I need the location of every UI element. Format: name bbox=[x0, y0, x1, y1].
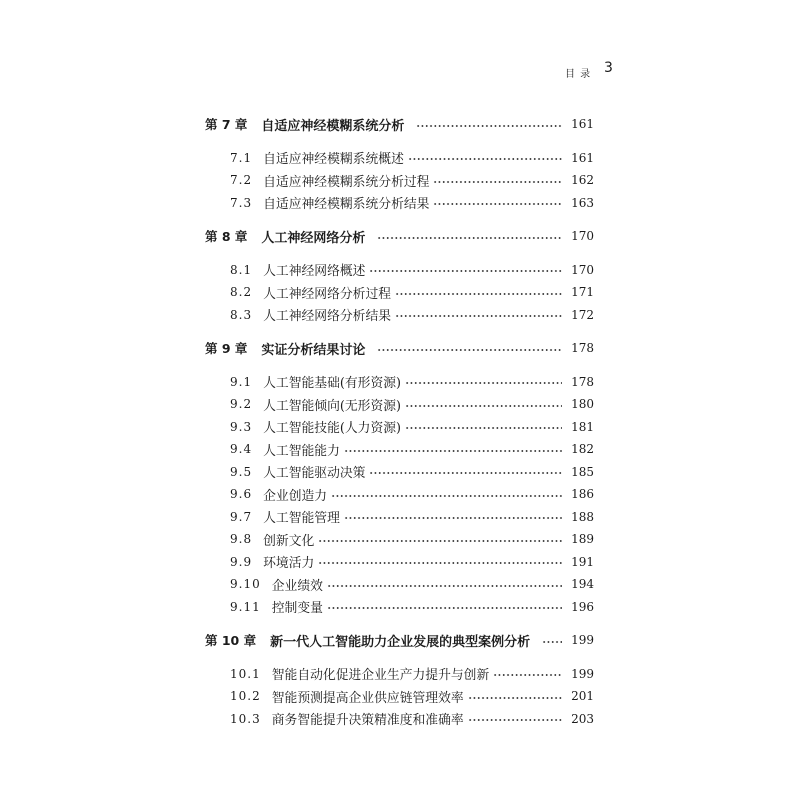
toc-section-entry bbox=[205, 304, 594, 327]
section-number: 9.4 bbox=[230, 442, 253, 457]
section-number: 9.1 bbox=[230, 374, 253, 389]
toc-section-entry bbox=[205, 147, 594, 170]
section-title: 创新文化 bbox=[263, 533, 315, 549]
dot-leader bbox=[318, 528, 562, 551]
chapter-label: 第 9 章 bbox=[205, 341, 248, 357]
dot-leader bbox=[318, 551, 562, 574]
dot-leader bbox=[408, 147, 562, 170]
section-title: 环境活力 bbox=[263, 556, 315, 572]
toc-section-entry bbox=[205, 528, 594, 551]
section-number: 9.11 bbox=[230, 599, 261, 614]
section-title: 智能预测提高企业供应链管理效率 bbox=[271, 690, 464, 706]
section-title: 企业绩效 bbox=[271, 578, 323, 594]
page-number: 186 bbox=[571, 487, 594, 502]
page-number: 180 bbox=[571, 397, 594, 412]
dot-leader bbox=[405, 393, 562, 416]
section-title: 自适应神经模糊系统分析过程 bbox=[263, 174, 430, 190]
section-title: 人工智能基础(有形资源) bbox=[263, 376, 402, 392]
dot-leader bbox=[405, 371, 562, 394]
dot-leader bbox=[344, 506, 562, 529]
page-number: 161 bbox=[571, 117, 594, 132]
toc-section-entry bbox=[205, 708, 594, 731]
dot-leader bbox=[542, 629, 562, 652]
chapter-title: 人工神经网络分析 bbox=[261, 230, 366, 246]
toc-section-entry bbox=[205, 483, 594, 506]
section-number: 10.3 bbox=[230, 711, 261, 726]
toc-chapter-entry bbox=[205, 113, 594, 136]
section-title: 企业创造力 bbox=[263, 488, 328, 504]
toc-section-entry bbox=[205, 169, 594, 192]
dot-leader bbox=[433, 192, 562, 215]
dot-leader bbox=[468, 685, 562, 708]
page-number: 188 bbox=[571, 509, 594, 524]
section-title: 自适应神经模糊系统分析结果 bbox=[263, 197, 430, 213]
section-number: 8.3 bbox=[230, 307, 253, 322]
toc-section-entry bbox=[205, 506, 594, 529]
page-number: 194 bbox=[571, 577, 594, 592]
toc-section-entry bbox=[205, 259, 594, 282]
toc-section-entry bbox=[205, 416, 594, 439]
section-number: 7.2 bbox=[230, 173, 253, 188]
dot-leader bbox=[468, 708, 562, 731]
toc-section-entry bbox=[205, 393, 594, 416]
section-title: 人工智能技能(人力资源) bbox=[263, 421, 402, 437]
chapter-label: 第 8 章 bbox=[205, 229, 248, 245]
dot-leader bbox=[327, 596, 562, 619]
section-number: 9.5 bbox=[230, 464, 253, 479]
dot-leader bbox=[395, 281, 562, 304]
page-number: 171 bbox=[571, 285, 594, 300]
section-number: 9.2 bbox=[230, 397, 253, 412]
section-number: 9.8 bbox=[230, 532, 253, 547]
toc-section-entry bbox=[205, 192, 594, 215]
section-number: 9.10 bbox=[230, 577, 261, 592]
page-number: 201 bbox=[571, 689, 594, 704]
toc-section-entry bbox=[205, 663, 594, 686]
header-section-title: 目 录 bbox=[565, 69, 592, 80]
chapter-label: 第 7 章 bbox=[205, 117, 248, 133]
section-number: 9.7 bbox=[230, 509, 253, 524]
page-number: 178 bbox=[571, 341, 594, 356]
section-number: 7.1 bbox=[230, 150, 253, 165]
chapter-title: 新一代人工智能助力企业发展的典型案例分析 bbox=[270, 634, 531, 650]
toc-section-entry bbox=[205, 573, 594, 596]
dot-leader bbox=[369, 259, 562, 282]
section-number: 9.6 bbox=[230, 487, 253, 502]
table-of-contents bbox=[205, 113, 594, 730]
page-number: 162 bbox=[571, 173, 594, 188]
dot-leader bbox=[377, 225, 562, 248]
page-number: 203 bbox=[571, 711, 594, 726]
dot-leader bbox=[344, 438, 562, 461]
section-number: 9.9 bbox=[230, 554, 253, 569]
chapter-title: 实证分析结果讨论 bbox=[261, 342, 366, 358]
toc-section-entry bbox=[205, 685, 594, 708]
page-number: 199 bbox=[571, 633, 594, 648]
page-number: 182 bbox=[571, 442, 594, 457]
section-title: 人工智能管理 bbox=[263, 511, 340, 527]
dot-leader bbox=[493, 663, 562, 686]
dot-leader bbox=[369, 461, 562, 484]
toc-section-entry bbox=[205, 551, 594, 574]
section-title: 人工智能驱动决策 bbox=[263, 466, 366, 482]
section-title: 人工智能能力 bbox=[263, 443, 340, 459]
page-number: 170 bbox=[571, 262, 594, 277]
dot-leader bbox=[395, 304, 562, 327]
section-title: 控制变量 bbox=[271, 601, 323, 617]
section-number: 9.3 bbox=[230, 419, 253, 434]
toc-chapter-entry bbox=[205, 337, 594, 360]
page-number: 199 bbox=[571, 666, 594, 681]
toc-chapter-entry bbox=[205, 225, 594, 248]
header-page-number: 3 bbox=[604, 60, 613, 76]
section-title: 人工神经网络分析过程 bbox=[263, 286, 392, 302]
dot-leader bbox=[405, 416, 562, 439]
section-title: 人工智能倾向(无形资源) bbox=[263, 398, 402, 414]
section-title: 人工神经网络分析结果 bbox=[263, 309, 392, 325]
running-header bbox=[560, 60, 620, 82]
section-number: 8.1 bbox=[230, 262, 253, 277]
page-number: 161 bbox=[571, 150, 594, 165]
toc-chapter-entry bbox=[205, 629, 594, 652]
page-number: 185 bbox=[571, 464, 594, 479]
toc-section-entry bbox=[205, 438, 594, 461]
section-number: 10.1 bbox=[230, 666, 261, 681]
toc-section-entry bbox=[205, 596, 594, 619]
toc-section-entry bbox=[205, 371, 594, 394]
toc-section-entry bbox=[205, 281, 594, 304]
section-number: 10.2 bbox=[230, 689, 261, 704]
page-number: 191 bbox=[571, 554, 594, 569]
page-number: 170 bbox=[571, 229, 594, 244]
section-title: 自适应神经模糊系统概述 bbox=[263, 152, 404, 168]
toc-section-entry bbox=[205, 461, 594, 484]
page-number: 189 bbox=[571, 532, 594, 547]
page-number: 196 bbox=[571, 599, 594, 614]
section-title: 商务智能提升决策精准度和准确率 bbox=[271, 713, 464, 729]
chapter-label: 第 10 章 bbox=[205, 633, 257, 649]
page-number: 178 bbox=[571, 374, 594, 389]
dot-leader bbox=[433, 169, 562, 192]
section-title: 人工神经网络概述 bbox=[263, 264, 366, 280]
page-number: 181 bbox=[571, 419, 594, 434]
section-number: 8.2 bbox=[230, 285, 253, 300]
page-number: 163 bbox=[571, 195, 594, 210]
dot-leader bbox=[377, 337, 562, 360]
section-title: 智能自动化促进企业生产力提升与创新 bbox=[271, 668, 490, 684]
section-number: 7.3 bbox=[230, 195, 253, 210]
dot-leader bbox=[331, 483, 562, 506]
chapter-title: 自适应神经模糊系统分析 bbox=[261, 118, 405, 134]
page-number: 172 bbox=[571, 307, 594, 322]
dot-leader bbox=[327, 573, 562, 596]
dot-leader bbox=[416, 113, 562, 136]
